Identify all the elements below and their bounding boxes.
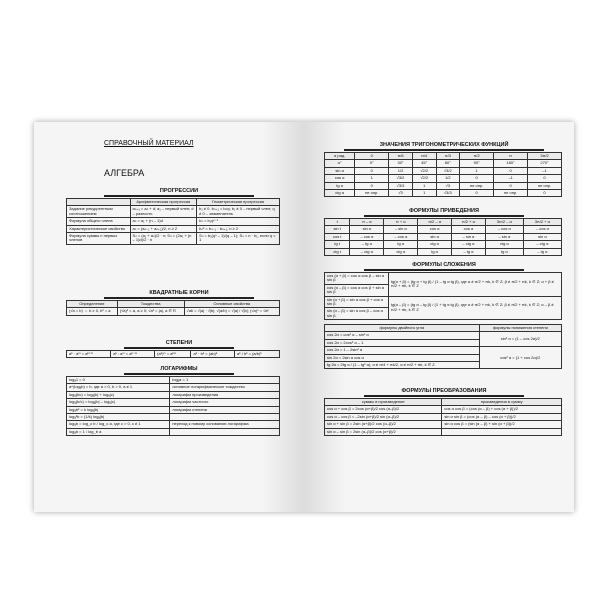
table-row: ctg α не опр. √3 1 √3/3 0 не опр. 0 xyxy=(325,189,562,196)
roots-heading: КВАДРАТНЫЕ КОРНИ xyxy=(104,290,254,299)
table-row: Формула общего члена aₙ = a₁ + (n – 1)d bₙ = b₁qⁿ⁻¹ xyxy=(67,218,280,225)
notebook-spread xyxy=(34,122,574,512)
table-row: aᵏ · aᵐ = aᵏ⁺ᵐ aᵏ : aᵐ = aᵏ⁻ᵐ (aᵏ)ᵐ = aᵏᵐ aᵏ · bᵏ = (ab)ᵏ aᵏ / bᵏ = (a/b)ᵏ xyxy=(67,351,280,358)
progressions-table xyxy=(66,198,280,245)
powers-table xyxy=(66,350,280,358)
left-page xyxy=(34,122,305,512)
table-row: logₐ1 = 0 logₐa = 1 xyxy=(67,377,280,384)
table-row: Формула суммы n первых членов Sₙ = (a₁ + aₙ)/2 · n; Sₙ = (2a₁ + (n – 1)d)/2 · n Sₙ = b₁(qⁿ – 1)/(q – 1); Sₙ = n · b₁, если q = 1 xyxy=(67,232,280,244)
reference-title: СПРАВОЧНЫЙ МАТЕРИАЛ xyxy=(104,140,194,147)
powers-heading: СТЕПЕНИ xyxy=(124,340,234,349)
roots-table xyxy=(66,300,280,316)
table-header: α рад. 0 π/6 π/4 π/3 π/2 π 3π/2 xyxy=(325,153,562,160)
addition-heading: ФОРМУЛЫ СЛОЖЕНИЯ xyxy=(364,262,524,271)
logarithms-heading: ЛОГАРИФМЫ xyxy=(124,366,234,375)
table-row: cos 2α = 1 – 2sin² α cos² α = (1 + cos 2α)/2 xyxy=(325,347,562,354)
right-page xyxy=(304,122,574,512)
table-row: tg α 0 √3/3 1 √3 не опр. 0 не опр. xyxy=(325,182,562,189)
algebra-heading: АЛГЕБРА xyxy=(104,168,145,178)
table-row: sin t sin α – sin α cos α cos α – cos α – cos α xyxy=(325,226,562,233)
table-row: cos α – cos β = –2sin (α+β)/2 sin (α–β)/2 sin α sin β = (cos (α – β) – cos (α + β))/2 xyxy=(325,413,562,420)
double-angle-table xyxy=(324,324,562,369)
table-row: sin α – sin β = 2sin (α–β)/2 cos (α+β)/2 xyxy=(325,428,562,435)
transform-table xyxy=(324,398,562,436)
addition-table xyxy=(324,272,562,320)
table-row: sin α + sin β = 2sin (α+β)/2 cos (α–β)/2 sin α cos β = (sin (α – β) + sin (α + β))/2 xyxy=(325,421,562,428)
table-header: суммы в произведение произведения в сумму xyxy=(325,399,562,406)
table-row: Задание рекуррентным соотношением aₙ₊₁ = aₙ + d; a₁ – первый член; d – разность b₁ ≠ 0, bₙ₊₁ = bₙq; b₁ ≠ 0 – первый член; q ≠ 0 – знаменатель xyxy=(67,206,280,218)
table-row: sin α 0 1/2 √2/2 √3/2 1 0 –1 xyxy=(325,167,562,174)
table-row: cos α + cos β = 2cos (α+β)/2 cos (α–β)/2 cos α cos β = (cos (α – β) + cos (α + β))/2 xyxy=(325,406,562,413)
table-row: Характеристическое свойство aₙ = (aₙ₋₁ + aₙ₊₁)/2, n ≥ 2 bₙ² = bₙ₋₁ · bₙ₊₁, n ≥ 2 xyxy=(67,225,280,232)
progressions-heading: ПРОГРЕССИИ xyxy=(104,188,254,197)
table-row: cos α 1 √3/2 √2/2 1/2 0 –1 0 xyxy=(325,175,562,182)
reduction-table xyxy=(324,218,562,256)
trig-values-heading: ЗНАЧЕНИЯ ТРИГОНОМЕТРИЧЕСКИХ ФУНКЦИЙ xyxy=(344,142,544,151)
table-row: tg t – tg α tg α ctg α – ctg α ctg α – ctg α xyxy=(325,241,562,248)
table-row: cos (α – β) = cos α cos β + sin α sin β xyxy=(325,284,562,296)
table-row: cos 2α = 2cos² α – 1 xyxy=(325,339,562,346)
table-header: t π – α π + α π/2 – α π/2 + α 3π/2 – α 3π/2 + α xyxy=(325,219,562,226)
table-row: tg 2α = 2tg α / (1 – tg² α), α ≠ π/4 + πk/2, α ≠ π/2 + πk, k ∈ Z xyxy=(325,361,562,368)
table-row: sin (α + β) = sin α cos β + cos α sin β tg(α – β) = (tg α – tg β) / (1 + tg α tg β), где α ≠ π/2 + πk, k ∈ Z; β ≠ π/2 + πk, k ∈ Z; α – β ≠ π/2 + πk, k ∈ Z xyxy=(325,296,562,308)
table-row: sin 2α = 2sin α cos α xyxy=(325,354,562,361)
table-row: logₐb = log_c b / log_c a, где c > 0, c ≠ 1 переход к новому основанию логарифма xyxy=(67,421,280,428)
logarithms-table xyxy=(66,376,280,436)
trig-values-table xyxy=(324,152,562,197)
table-row: a^(logₐb) = b, где a > 0, b > 0, a ≠ 1 основное логарифмическое тождество xyxy=(67,384,280,391)
reduction-heading: ФОРМУЛЫ ПРИВЕДЕНИЯ xyxy=(364,208,524,217)
transform-heading: ФОРМУЛЫ ПРЕОБРАЗОВАНИЯ xyxy=(364,388,524,397)
table-row: logₐᵏb = (1/k) logₐ|b| xyxy=(67,413,280,420)
table-header: Арифметическая прогрессия Геометрическая прогрессия xyxy=(67,199,280,206)
table-row: logₐ(bc) = logₐ|b| + logₐ|c| логарифм произведения xyxy=(67,391,280,398)
table-row: α° 0° 30° 45° 60° 90° 180° 270° xyxy=(325,160,562,167)
table-row: cos (α + β) = cos α cos β – sin α sin β tg(α + β) = (tg α + tg β) / (1 – tg α tg β), где α ≠ π/2 + πk, k ∈ Z; β ≠ π/2 + πk, k ∈ Z; α + β ≠ π/2 + πk, k ∈ Z xyxy=(325,273,562,285)
table-row: sin (α – β) = sin α cos β – cos α sin β xyxy=(325,308,562,320)
table-row: cos t – cos α – cos α sin α – sin α – sin α sin α xyxy=(325,233,562,240)
table-row: (√a = b) ⇔ b ≥ 0, b² = a (√a)² = a, a ≥ 0; √a² = |a|, a ∈ R √ab = √|a| · √|b|; √(a/b) = √|a| / √|b|; (√a)ⁿ = √aⁿ xyxy=(67,308,280,315)
table-header: формулы двойного угла формулы понижения степени xyxy=(325,325,562,332)
table-row: ctg t – ctg α ctg α tg α – tg α tg α – tg α xyxy=(325,248,562,255)
table-row: logₐ(b/c) = logₐ|b| – logₐ|c| логарифм частного xyxy=(67,399,280,406)
table-row: logₐb = 1 / log_b a xyxy=(67,428,280,435)
table-row: logₐbᵏ = k logₐ|b| логарифм степени xyxy=(67,406,280,413)
table-header: Определение Тождества Основные свойства xyxy=(67,301,280,308)
table-row: cos 2α = cos² α – sin² α sin² α = (1 – cos 2α)/2 xyxy=(325,332,562,339)
